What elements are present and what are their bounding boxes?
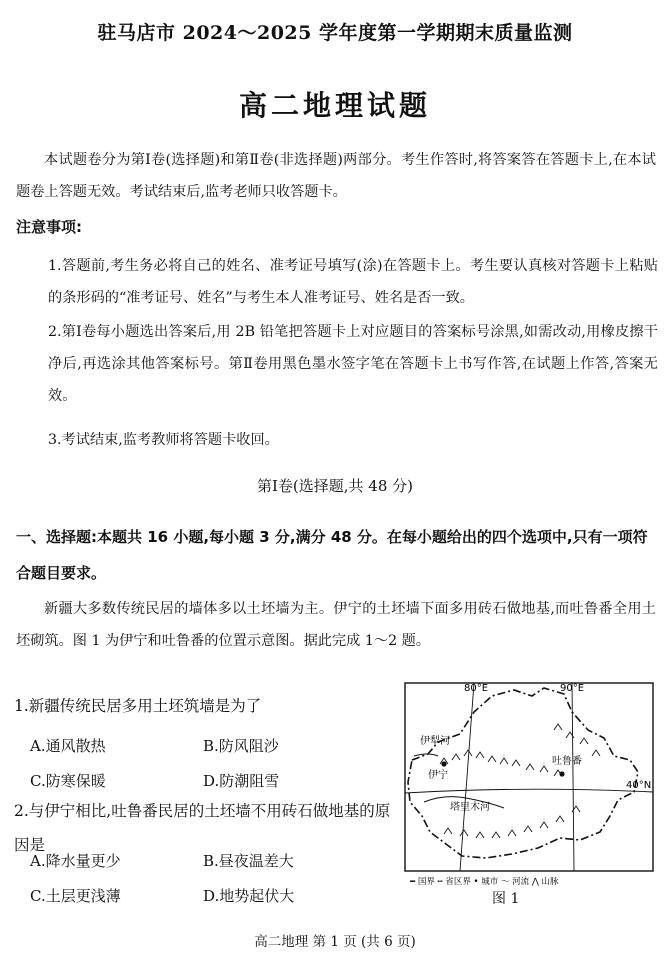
multiple-choice-heading: 一、选择题:本题共 16 小题,每小题 3 分,满分 48 分。在每小题给出的四个选项中,只有一项符合题目要求。 [16, 528, 648, 582]
section-title: 第Ⅰ卷(选择题,共 48 分) [256, 477, 414, 495]
yining-label: 伊宁 [428, 770, 448, 781]
lon-80-label: 80°E [464, 683, 489, 694]
notice-heading: 注意事项: [16, 218, 82, 236]
question-1-option-b: B.防风阻沙 [203, 737, 279, 755]
exam-title: 高二地理试题 [238, 89, 431, 122]
question-2-option-a: A.降水量更少 [30, 852, 121, 870]
question-passage: 新疆大多数传统民居的墙体多以土坯墙为主。伊宁的土坯墙下面多用砖石做地基,而吐鲁番全用土坯砌筑。图 1 为伊宁和吐鲁番的位置示意图。据此完成 1～2 题。 [16, 601, 656, 649]
question-1-option-c: C.防寒保暖 [30, 772, 106, 790]
notice-item-2: 2.第Ⅰ卷每小题选出答案后,用 2B 铅笔把答题卡上对应题目的答案标号涂黑,如需改动,用橡皮擦干净后,再选涂其他答案标号。第Ⅱ卷用黑色墨水签字笔在答题卡上书写作答,在试题上作答,答案无效。 [48, 324, 658, 404]
tarim-river-label: 塔里木河 [450, 802, 490, 813]
question-1-option-a: A.通风散热 [30, 737, 106, 755]
location-map-figure [404, 682, 654, 890]
exam-header: 驻马店市 2024～2025 学年度第一学期期末质量监测 [97, 22, 573, 44]
lon-90-label: 90°E [560, 683, 585, 694]
question-1-stem: 1.新疆传统民居多用土坯筑墙是为了 [14, 697, 262, 715]
notice-item-1: 1.答题前,考生务必将自己的姓名、准考证号填写(涂)在答题卡上。考生要认真核对答题卡上粘贴的条形码的“准考证号、姓名”与考生本人准考证号、姓名是否一致。 [48, 258, 658, 306]
turpan-label: 吐鲁番 [552, 756, 582, 767]
intro-paragraph: 本试题卷分为第Ⅰ卷(选择题)和第Ⅱ卷(非选择题)两部分。考生作答时,将答案答在答题卡上,在本试题卷上答题无效。考试结束后,监考老师只收答题卡。 [16, 152, 656, 200]
page-footer: 高二地理 第 1 页 (共 6 页) [254, 934, 416, 950]
question-2-stem: 2.与伊宁相比,吐鲁番民居的土坯墙不用砖石做地基的原因是 [14, 802, 391, 854]
figure-caption: 图 1 [492, 891, 520, 907]
yining-city-dot [441, 761, 446, 766]
question-1-option-d: D.防潮阻雪 [203, 772, 280, 790]
question-2-option-b: B.昼夜温差大 [203, 852, 294, 870]
ili-river-label: 伊犁河 [420, 736, 450, 747]
notice-item-3: 3.考试结束,监考教师将答题卡收回。 [48, 432, 279, 448]
map-legend: ━ 国界 ┅ 省区界 • 城市 ～ 河流 ⋀ 山脉 [410, 877, 559, 887]
question-2-option-c: C.土层更浅薄 [30, 887, 121, 905]
lat-40-label: 40°N [626, 780, 652, 791]
turpan-city-dot [559, 771, 564, 776]
question-2-option-d: D.地势起伏大 [203, 887, 295, 905]
